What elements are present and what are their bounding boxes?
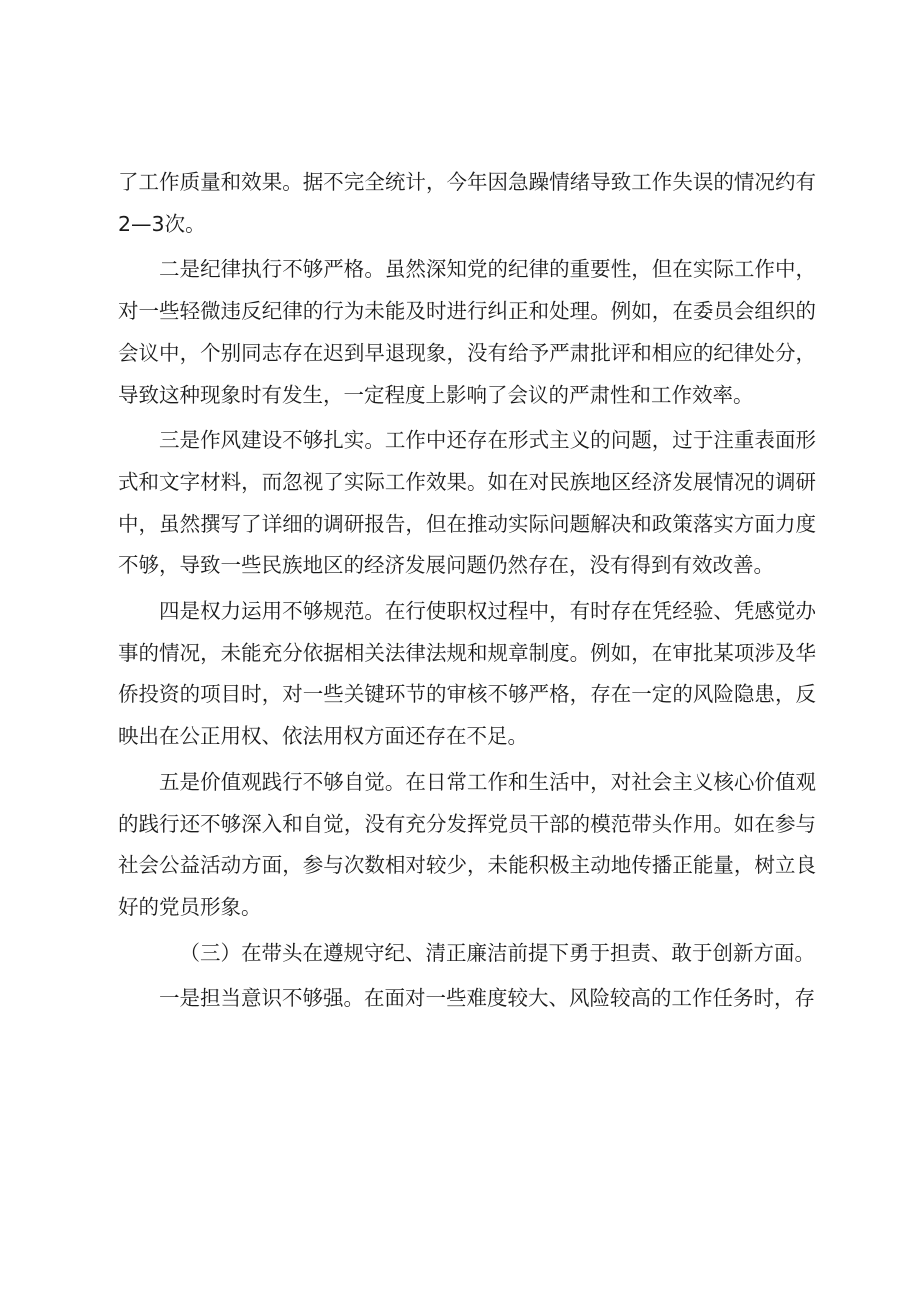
paragraph-continuation: 了工作质量和效果。据不完全统计，今年因急躁情绪导致工作失误的情况约有2—3次。 [118, 170, 816, 236]
paragraph-work-style: 三是作风建设不够扎实。工作中还存在形式主义的问题，过于注重表面形式和文字材料，而忽视了实际工作效果。如在对民族地区经济发展情况的调研中，虽然撰写了详细的调研报告，但在推动实际问题解决和政策落实方面力度不够，导致一些民族地区的经济发展问题仍然存在，没有得到有效改善。 [118, 428, 816, 578]
paragraph-discipline: 二是纪律执行不够严格。虽然深知党的纪律的重要性，但在实际工作中，对一些轻微违反纪律的行为未能及时进行纠正和处理。例如，在委员会组织的会议中，个别同志存在迟到早退现象，没有给予严肃批评和相应的纪律处分，导致这种现象时有发生，一定程度上影响了会议的严肃性和工作效率。 [118, 257, 816, 407]
section-heading-three: （三）在带头在遵规守纪、清正廉洁前提下勇于担责、敢于创新方面。 [179, 940, 815, 965]
document-body [118, 162, 816, 1020]
paragraph-responsibility: 一是担当意识不够强。在面对一些难度较大、风险较高的工作任务时，存 [159, 986, 815, 1011]
paragraph-values: 五是价值观践行不够自觉。在日常工作和生活中，对社会主义核心价值观的践行还不够深入和自觉，没有充分发挥党员干部的模范带头作用。如在参与社会公益活动方面，参与次数相对较少，未能积极主动地传播正能量，树立良好的党员形象。 [118, 769, 816, 919]
paragraph-power-use: 四是权力运用不够规范。在行使职权过程中，有时存在凭经验、凭感觉办事的情况，未能充分依据相关法律法规和规章制度。例如，在审批某项涉及华侨投资的项目时，对一些关键环节的审核不够严格，存在一定的风险隐患，反映出在公正用权、依法用权方面还存在不足。 [118, 599, 816, 749]
